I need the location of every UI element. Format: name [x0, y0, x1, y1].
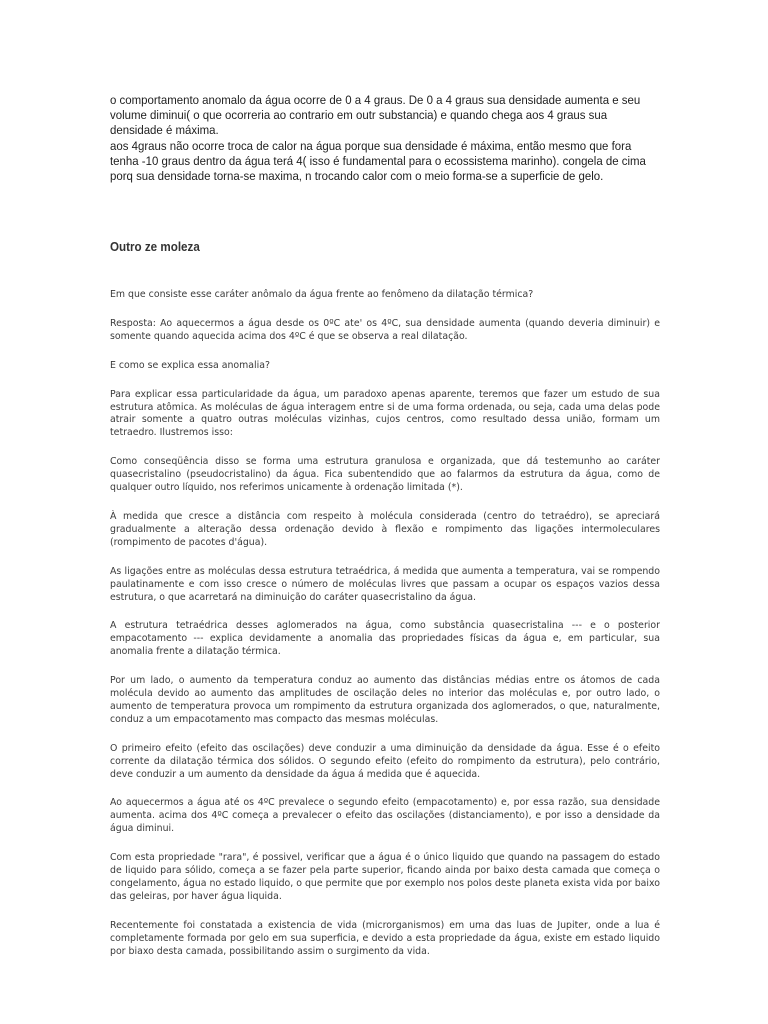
paragraph: O primeiro efeito (efeito das oscilações) deve conduzir a uma diminuição da densidade da água. Esse é o efeito corrente da dilatação térmica dos sólidos. O segundo efeito (efeito do rompimento da estrutura), pelo contrário, deve conduzir a um aumento da densidade da água á medida que é aquecida. — [110, 742, 660, 780]
paragraph: Em que consiste esse caráter anômalo da água frente ao fenômeno da dilatação térmica? — [110, 289, 534, 300]
intro-line-2: aos 4graus não ocorre troca de calor na água porque sua densidade é máxima, então mesmo que fora tenha -10 graus dentro da água terá 4( isso é fundamental para o ecossistema marinho). congela de cima porq sua densidade torna-se maxima, n trocando calor com o meio forma-se a superficie de gelo. — [110, 138, 646, 184]
paragraph: E como se explica essa anomalia? — [110, 359, 270, 371]
article-body — [110, 289, 660, 975]
intro-text — [110, 93, 660, 184]
intro-line-1: o comportamento anomalo da água ocorre de 0 a 4 graus. De 0 a 4 graus sua densidade aumenta e seu volume diminui( o que ocorreria ao contrario em outr substancia) e quando chega aos 4 graus sua densidade é máxima. — [110, 93, 641, 138]
paragraph: As ligações entre as moléculas dessa estrutura tetraédrica, á medida que aumenta a temperatura, vai se rompendo paulatinamente e com isso cresce o número de moléculas livres que passam a ocupar os espaços vazios dessa estrutura, o que acarretará na diminuição do caráter quasecristalino da água. — [110, 565, 660, 603]
paragraph: Recentemente foi constatada a existencia de vida (microrganismos) em uma das luas de Jupiter, onde a lua é completamente formada por gelo em sua superficia, e devido a esta propriedade da água, existe em estado liquido por biaxo desta camada, possibilitando assim o surgimento da vida. — [110, 919, 660, 957]
document-page — [110, 93, 660, 957]
paragraph: Resposta: Ao aquecermos a água desde os 0ºC ate' os 4ºC, sua densidade aumenta (quando deveria diminuir) e somente quando aquecida acima dos 4ºC é que se observa a real dilatação. — [110, 317, 660, 342]
paragraph: Ao aquecermos a água até os 4ºC prevalece o segundo efeito (empacotamento) e, por essa razão, sua densidade aumenta. acima dos 4ºC começa a prevalecer o efeito das oscilações (distanciamento), e por isso a densidade da água diminui. — [110, 797, 660, 835]
paragraph: A estrutura tetraédrica desses aglomerados na água, como substância quasecristalina --- e o posterior empacotamento --- explica devidamente a anomalia das propriedades físicas da água e, em particular, sua anomalia frente a dilatação térmica. — [110, 620, 660, 658]
paragraph: Para explicar essa particularidade da água, um paradoxo apenas aparente, teremos que fazer um estudo de sua estrutura atômica. As moléculas de água interagem entre si de uma forma ordenada, ou seja, cada uma delas pode atrair somente a quatro outras moléculas vizinhas, cujos centros, como resultado dessa união, formam um tetraedro. Ilustremos isso: — [110, 388, 660, 439]
paragraph: Como conseqüência disso se forma uma estrutura granulosa e organizada, que dá testemunho ao caráter quasecristalino (pseudocristalino) da água. Fica subentendido que ao falarmos da estrutura da água, como de qualquer outro líquido, nos referimos unicamente à ordenação limitada (*). — [110, 456, 660, 494]
paragraph: À medida que cresce a distância com respeito à molécula considerada (centro do tetraédro), se apreciará gradualmente a alteração dessa ordenação devido à flexão e rompimento das ligações intermoleculares (rompimento de pacotes d'água). — [110, 510, 660, 548]
section-title: Outro ze moleza — [110, 240, 200, 254]
paragraph: Por um lado, o aumento da temperatura conduz ao aumento das distâncias médias entre os átomos de cada molécula devido ao aumento das amplitudes de oscilação deles no interior das moléculas e, por outro lado, o aumento de temperatura provoca um rompimento da estrutura organizada dos aglomerados, o que, naturalmente, conduz a um empacotamento mas compacto das mesmas moléculas. — [110, 675, 660, 725]
paragraph: Com esta propriedade "rara", é possivel, verificar que a água é o único liquido que quando na passagem do estado de liquido para sólido, começa a se fazer pela parte superior, ficando ainda por baixo desta camada que começa o congelamento, água no estado liquido, o que permite que por exemplo nos polos deste planeta exista vida por baixo das geleiras, por haver água liquida. — [110, 852, 660, 902]
